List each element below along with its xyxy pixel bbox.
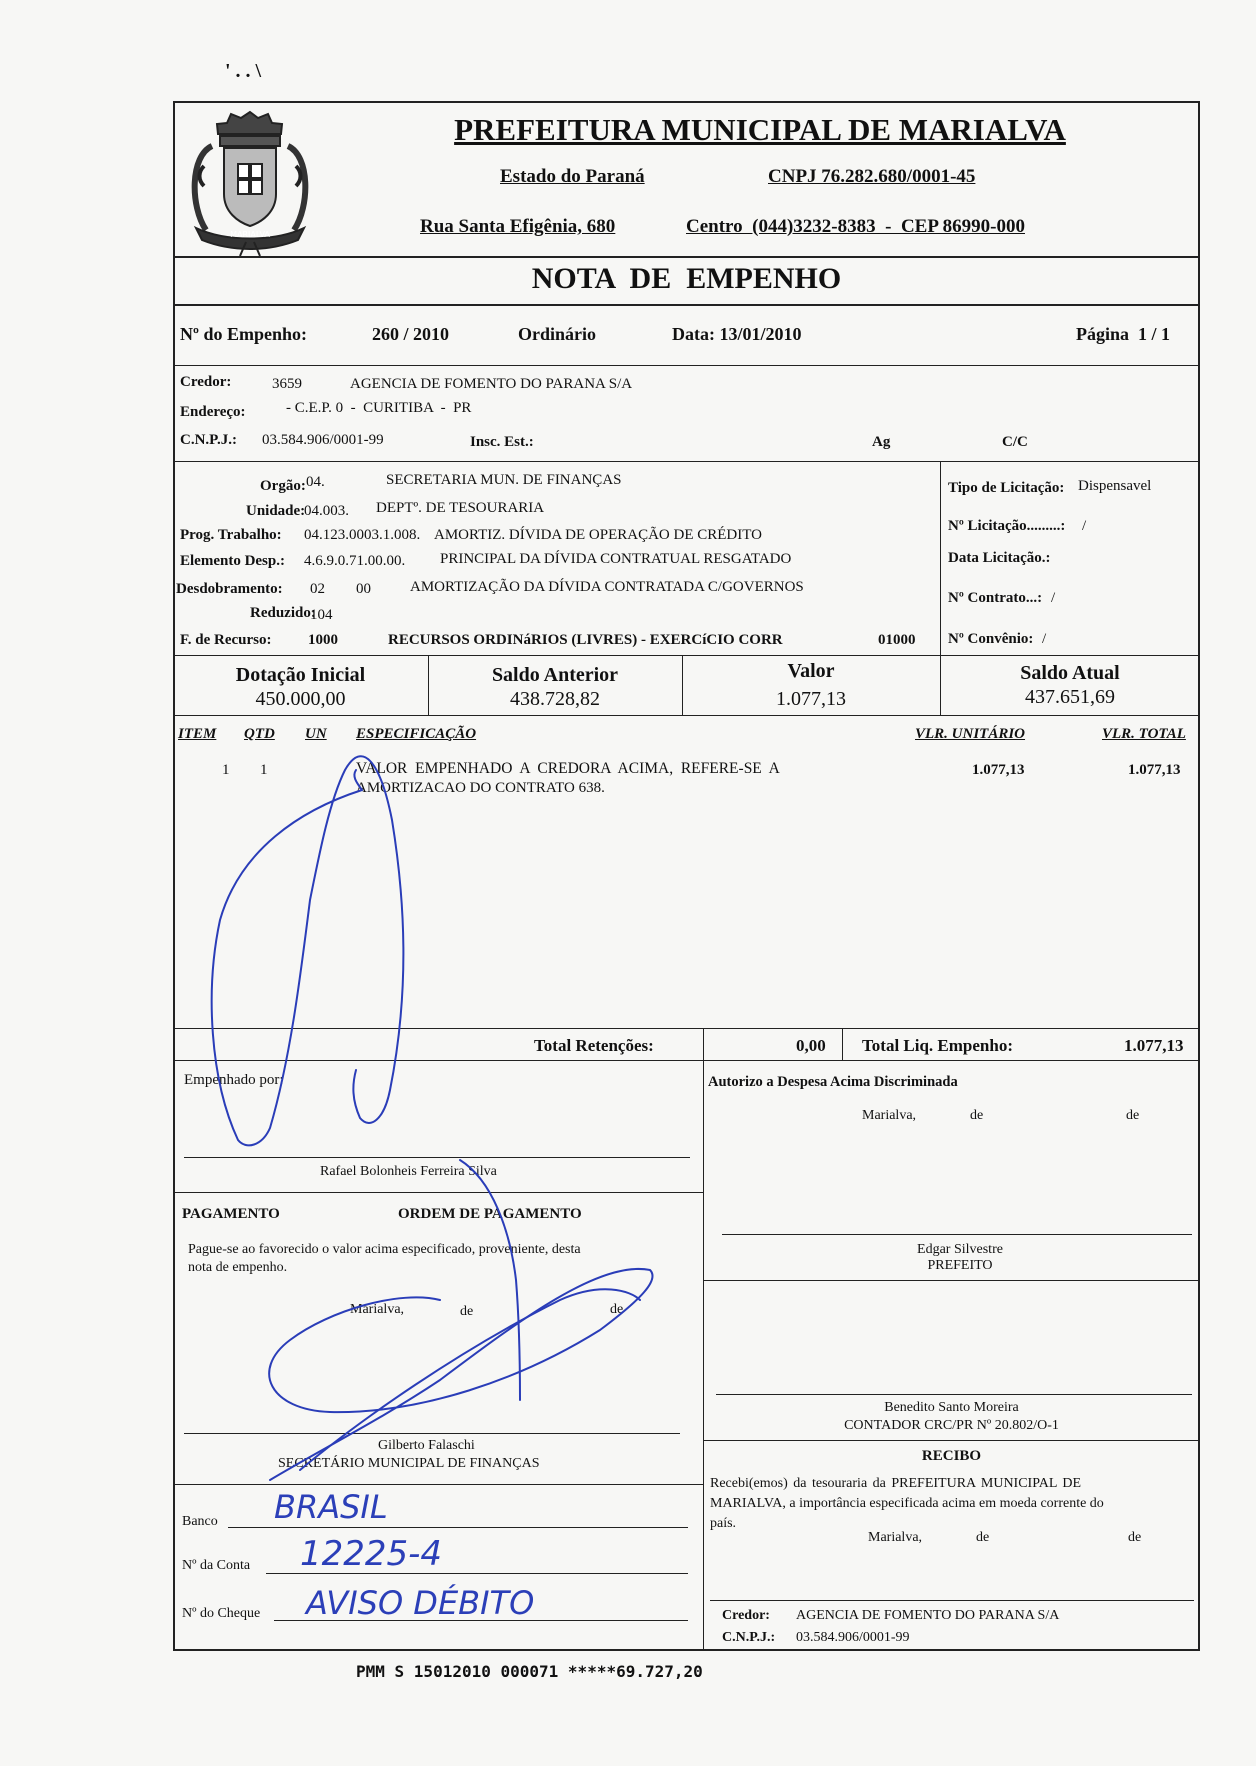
- reduzido-label: Reduzido:: [250, 605, 316, 621]
- svg-text:MARIALVA: MARIALVA: [230, 230, 270, 239]
- fonte-code: 1000: [308, 632, 338, 648]
- item-number: 1: [222, 762, 230, 778]
- recibo-cnpj: 03.584.906/0001-99: [796, 1630, 910, 1645]
- scan-marks: ' . . \: [225, 60, 262, 82]
- desdobramento-desc: AMORTIZAÇÃO DA DÍVIDA CONTRATADA C/GOVERNOS: [410, 579, 804, 595]
- recibo-cnpj-label: C.N.P.J.:: [722, 1630, 776, 1645]
- header-cnpj: CNPJ 76.282.680/0001-45: [768, 166, 976, 187]
- pagamento-signer: Gilberto Falaschi: [378, 1438, 475, 1453]
- empenho-type: Ordinário: [518, 324, 597, 344]
- autorizo-de-2: de: [1126, 1108, 1140, 1123]
- ordem-pagamento-label: ORDEM DE PAGAMENTO: [398, 1206, 582, 1222]
- address-label: Endereço:: [180, 404, 246, 420]
- contrato-label: Nº Contrato...:: [948, 590, 1043, 606]
- autorizo-label: Autorizo a Despesa Acima Discriminada: [708, 1074, 958, 1090]
- prefeito-name: Edgar Silvestre: [917, 1242, 1003, 1257]
- unidade-code: 04.003.: [304, 503, 349, 519]
- recibo-label: RECIBO: [921, 1448, 982, 1464]
- machine-stamp: PMM S 15012010 000071 *****69.727,20: [356, 1662, 703, 1681]
- valor-value: 1.077,13: [776, 688, 846, 710]
- fonte-ref: 01000: [878, 632, 916, 648]
- licitacao-type-label: Tipo de Licitação:: [948, 480, 1065, 496]
- prefeito-title: PREFEITO: [927, 1258, 993, 1273]
- desdobramento-label: Desdobramento:: [176, 581, 283, 597]
- prog-code: 04.123.0003.1.008.: [304, 527, 421, 543]
- pagamento-de-2: de: [610, 1302, 624, 1317]
- pagamento-de-1: de: [460, 1304, 474, 1319]
- document-title: NOTA DE EMPENHO: [531, 262, 842, 295]
- recibo-city: Marialva,: [868, 1530, 923, 1545]
- recibo-text-1: Recebi(emos) da tesouraria da PREFEITURA MUNICIPAL DE: [710, 1476, 1082, 1491]
- unidade-desc: DEPTº. DE TESOURARIA: [376, 500, 545, 516]
- conta-value[interactable]: 12225-4: [300, 1534, 443, 1574]
- saldo-atual-label: Saldo Atual: [1020, 662, 1120, 684]
- insc-est-label: Insc. Est.:: [470, 434, 534, 450]
- items-header-unit-value: VLR. UNITÁRIO: [915, 726, 1026, 742]
- item-total-value: 1.077,13: [1128, 762, 1181, 778]
- credor-cnpj: 03.584.906/0001-99: [262, 432, 384, 448]
- ag-label: Ag: [872, 434, 891, 450]
- credor-code: 3659: [272, 376, 302, 392]
- pagamento-city: Marialva,: [350, 1302, 405, 1317]
- recibo-text-2: MARIALVA, a importância especificada acima em moeda corrente do: [710, 1496, 1104, 1511]
- retencoes-label: Total Retenções:: [534, 1036, 654, 1055]
- prog-label: Prog. Trabalho:: [180, 527, 282, 543]
- items-header-total-value: VLR. TOTAL: [1102, 726, 1186, 742]
- empenhado-signer: Rafael Bolonheis Ferreira Silva: [320, 1164, 497, 1179]
- item-unit-value: 1.077,13: [972, 762, 1025, 778]
- items-header-espec: ESPECIFICAÇÃO: [356, 726, 477, 742]
- valor-label: Valor: [787, 660, 835, 682]
- contador-name: Benedito Santo Moreira: [884, 1400, 1019, 1415]
- cnpj-label: C.N.P.J.:: [180, 432, 237, 448]
- liquido-label: Total Liq. Empenho:: [862, 1036, 1013, 1055]
- desdobramento-code-1: 02: [310, 581, 325, 597]
- header-contact: Centro (044)3232-8383 - CEP 86990-000: [686, 216, 1025, 237]
- licitacao-date-label: Data Licitação.:: [948, 550, 1051, 566]
- contrato-value: /: [1051, 590, 1056, 606]
- autorizo-de-1: de: [970, 1108, 984, 1123]
- pagamento-text-2: nota de empenho.: [188, 1260, 288, 1275]
- pagamento-label: PAGAMENTO: [182, 1206, 280, 1222]
- prog-desc: AMORTIZ. DÍVIDA DE OPERAÇÃO DE CRÉDITO: [434, 527, 762, 543]
- orgao-code: 04.: [306, 474, 325, 490]
- saldo-anterior-value: 438.728,82: [510, 688, 600, 710]
- elemento-desc: PRINCIPAL DA DÍVIDA CONTRATUAL RESGATADO: [440, 551, 792, 567]
- saldo-atual-value: 437.651,69: [1025, 686, 1115, 708]
- elemento-code: 4.6.9.0.71.00.00.: [304, 553, 406, 569]
- credor-label: Credor:: [180, 374, 232, 390]
- banco-label: Banco: [182, 1514, 218, 1529]
- conta-label: Nº da Conta: [182, 1558, 251, 1573]
- recibo-de-1: de: [976, 1530, 990, 1545]
- convenio-label: Nº Convênio:: [948, 631, 1034, 647]
- unidade-label: Unidade:: [246, 503, 306, 519]
- empenho-number: 260 / 2010: [372, 324, 450, 344]
- header-address: Rua Santa Efigênia, 680: [420, 216, 616, 237]
- empenhado-label: Empenhado por:: [184, 1072, 284, 1088]
- licitacao-number: /: [1082, 518, 1087, 534]
- banco-value[interactable]: BRASIL: [274, 1488, 388, 1526]
- pagamento-text-1: Pague-se ao favorecido o valor acima especificado, proveniente, desta: [188, 1242, 581, 1257]
- items-header-item: ITEM: [178, 726, 217, 742]
- elemento-label: Elemento Desp.:: [180, 553, 285, 569]
- cheque-value[interactable]: AVISO DÉBITO: [306, 1584, 535, 1622]
- saldo-anterior-label: Saldo Anterior: [491, 664, 619, 686]
- cheque-label: Nº do Cheque: [182, 1606, 261, 1621]
- item-spec-line-1: VALOR EMPENHADO A CREDORA ACIMA, REFERE-SE A: [356, 760, 780, 777]
- item-spec-line-2: AMORTIZACAO DO CONTRATO 638.: [356, 780, 605, 796]
- pagamento-signer-title: SECRETÁRIO MUNICIPAL DE FINANÇAS: [278, 1456, 540, 1471]
- coat-of-arms-logo: [182, 106, 318, 260]
- empenho-date: Data: 13/01/2010: [672, 324, 802, 344]
- orgao-label: Orgão:: [260, 478, 306, 494]
- licitacao-number-label: Nº Licitação.........:: [948, 518, 1066, 534]
- reduzido-value: 104: [310, 607, 333, 623]
- cc-label: C/C: [1002, 434, 1028, 450]
- recibo-credor-label: Credor:: [722, 1608, 770, 1623]
- licitacao-type: Dispensavel: [1078, 478, 1152, 494]
- page-number: Página 1 / 1: [1076, 324, 1171, 344]
- orgao-desc: SECRETARIA MUN. DE FINANÇAS: [386, 472, 622, 488]
- dotacao-value: 450.000,00: [255, 688, 346, 710]
- recibo-text-3: país.: [710, 1516, 737, 1531]
- retencoes-value: 0,00: [796, 1036, 826, 1055]
- state-name: Estado do Paraná: [500, 166, 645, 187]
- fonte-desc: RECURSOS ORDINáRIOS (LIVRES) - EXERCíCIO CORR: [388, 632, 783, 648]
- items-header-qtd: QTD: [244, 726, 275, 742]
- dotacao-label: Dotação Inicial: [235, 664, 366, 686]
- items-header-un: UN: [305, 726, 327, 742]
- item-qtd: 1: [260, 762, 268, 778]
- recibo-credor: AGENCIA DE FOMENTO DO PARANA S/A: [796, 1608, 1060, 1623]
- empenho-number-label: Nº do Empenho:: [180, 324, 307, 344]
- convenio-value: /: [1042, 631, 1047, 647]
- credor-address: - C.E.P. 0 - CURITIBA - PR: [286, 400, 472, 416]
- recibo-de-2: de: [1128, 1530, 1142, 1545]
- autorizo-city: Marialva,: [862, 1108, 917, 1123]
- desdobramento-code-2: 00: [356, 581, 371, 597]
- fonte-label: F. de Recurso:: [180, 632, 272, 648]
- credor-name: AGENCIA DE FOMENTO DO PARANA S/A: [350, 376, 633, 392]
- page-title: PREFEITURA MUNICIPAL DE MARIALVA: [454, 112, 1066, 147]
- contador-title: CONTADOR CRC/PR Nº 20.802/O-1: [844, 1418, 1059, 1433]
- liquido-value: 1.077,13: [1124, 1036, 1184, 1055]
